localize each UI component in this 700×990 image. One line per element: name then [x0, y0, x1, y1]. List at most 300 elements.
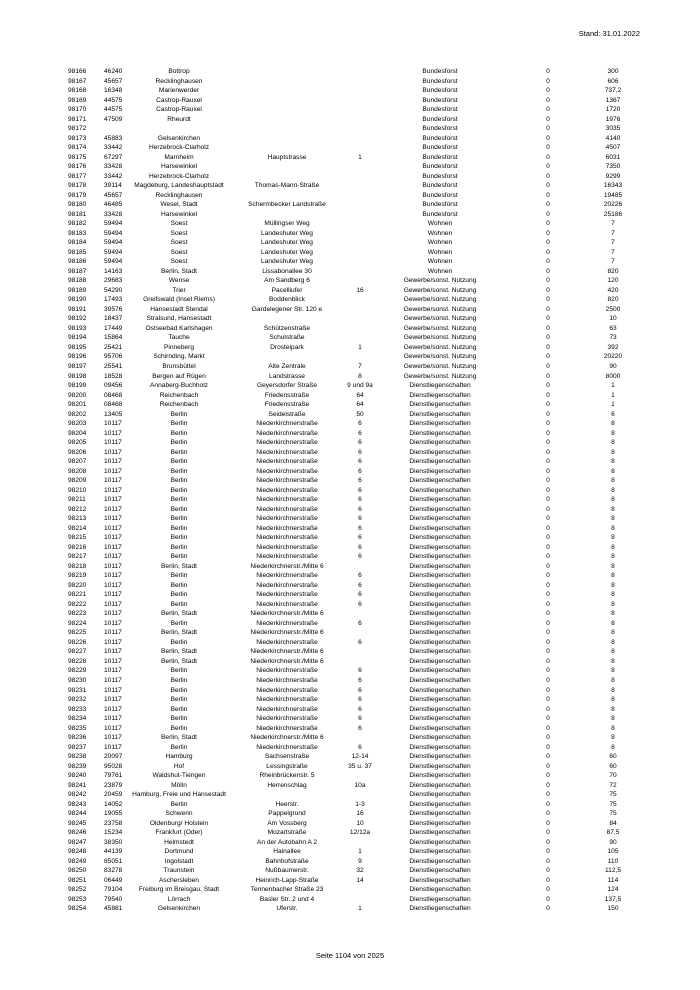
count-value-cell: 0	[546, 134, 550, 142]
count-value-cell: 0	[546, 715, 550, 723]
count-value-cell: 0	[546, 248, 550, 256]
table-row	[0, 134, 700, 144]
count-value-cell: 0	[546, 229, 550, 237]
house-number-cell: 6	[358, 667, 362, 675]
house-number-cell: 6	[358, 677, 362, 684]
table-row	[0, 866, 700, 876]
usage-type-cell: Dienstliegenschaften	[409, 895, 471, 903]
usage-type-cell: Dienstliegenschaften	[409, 477, 471, 485]
usage-type-cell: Dienstliegenschaften	[409, 591, 471, 599]
city-cell: Gelsenkirchen	[157, 134, 201, 142]
street-cell: Niederkirchnerstraße	[256, 677, 318, 684]
city-cell: Soest	[170, 248, 188, 256]
city-cell: Schirnding, Markt	[153, 353, 205, 361]
postal-code-cell: 59494	[104, 258, 123, 266]
usage-type-cell: Gewerbe/sonst. Nutzung	[403, 324, 477, 332]
city-cell: Berlin	[170, 477, 188, 485]
table-row	[0, 847, 700, 857]
row-id-cell: 98173	[68, 134, 87, 142]
postal-code-cell: 10117	[104, 448, 122, 456]
street-cell: Drosteipark	[270, 343, 304, 351]
city-cell: Helmstedt	[164, 838, 194, 846]
table-row	[0, 200, 700, 210]
city-cell: Berlin, Stadt	[161, 629, 197, 637]
table-row	[0, 676, 700, 686]
usage-type-cell: Bundesforst	[422, 134, 458, 142]
count-value-cell: 0	[546, 220, 550, 228]
postal-code-cell: 10117	[104, 724, 122, 732]
count-value-cell: 0	[546, 439, 550, 447]
street-cell: Niederkirchnerstraße	[256, 420, 318, 428]
street-cell: Niederkirchnerstraße	[256, 715, 318, 723]
city-cell: Trier	[172, 286, 186, 294]
area-value-cell: 392	[607, 343, 619, 351]
table-row	[0, 343, 700, 353]
area-value-cell: 8	[611, 677, 615, 684]
postal-code-cell: 10117	[104, 486, 122, 494]
row-id-cell: 98238	[68, 753, 87, 761]
count-value-cell: 0	[546, 324, 550, 332]
area-value-cell: 8	[611, 429, 615, 437]
postal-code-cell: 10117	[104, 581, 122, 589]
usage-type-cell: Dienstliegenschaften	[409, 905, 471, 913]
street-cell: Niederkirchnerstraße	[256, 439, 318, 447]
count-value-cell: 0	[546, 895, 550, 903]
street-cell: Niederkirchnerstr./Mitte 6	[250, 734, 324, 742]
row-id-cell: 98248	[68, 848, 87, 856]
area-value-cell: 8	[611, 696, 615, 704]
usage-type-cell: Bundesforst	[422, 210, 458, 218]
row-id-cell: 98201	[68, 401, 87, 409]
postal-code-cell: 10117	[104, 543, 122, 551]
count-value-cell: 0	[546, 619, 550, 627]
area-value-cell: 10	[609, 315, 617, 323]
count-value-cell: 0	[546, 77, 550, 85]
table-row	[0, 314, 700, 324]
postal-code-cell: 08468	[104, 391, 123, 399]
row-id-cell: 98167	[68, 77, 87, 85]
house-number-cell: 35 u. 37	[348, 762, 372, 770]
usage-type-cell: Bundesforst	[422, 96, 458, 104]
row-id-cell: 98216	[68, 543, 87, 551]
area-value-cell: 8	[611, 667, 615, 675]
area-value-cell: 8	[611, 553, 615, 561]
city-cell: Berlin	[170, 553, 188, 561]
table-row	[0, 448, 700, 458]
row-id-cell: 98184	[68, 239, 87, 247]
usage-type-cell: Dienstliegenschaften	[409, 838, 471, 846]
postal-code-cell: 10117	[104, 743, 122, 751]
table-row	[0, 362, 700, 372]
city-cell: Schwerin	[165, 810, 193, 818]
page-number: Seite 1104 von 2025	[315, 951, 385, 960]
usage-type-cell: Wohnen	[427, 267, 453, 275]
count-value-cell: 0	[546, 515, 550, 523]
postal-code-cell: 79540	[104, 895, 123, 903]
street-cell: Nußbaumerstr.	[265, 867, 309, 875]
table-row	[0, 800, 700, 810]
street-cell: Niederkirchnerstraße	[256, 553, 318, 561]
usage-type-cell: Dienstliegenschaften	[409, 410, 471, 418]
area-value-cell: 1976	[605, 115, 621, 123]
city-cell: Marienwerder	[158, 87, 200, 95]
row-id-cell: 98228	[68, 657, 87, 665]
table-row	[0, 733, 700, 743]
table-row	[0, 524, 700, 534]
count-value-cell: 0	[546, 677, 550, 684]
usage-type-cell: Bundesforst	[422, 115, 458, 123]
postal-code-cell: 17449	[104, 324, 123, 332]
count-value-cell: 0	[546, 467, 550, 475]
street-cell: Niederkirchnerstraße	[256, 591, 318, 599]
area-value-cell: 20220	[603, 353, 623, 361]
area-value-cell: 8	[611, 705, 615, 713]
count-value-cell: 0	[546, 610, 550, 618]
area-value-cell: 1	[611, 401, 615, 409]
postal-code-cell: 10117	[104, 429, 122, 437]
count-value-cell: 0	[546, 867, 550, 875]
count-value-cell: 0	[546, 905, 550, 913]
usage-type-cell: Gewerbe/sonst. Nutzung	[403, 334, 477, 342]
row-id-cell: 98176	[68, 163, 87, 171]
street-cell: Niederkirchnerstraße	[256, 724, 318, 732]
city-cell: Castrop-Rauxel	[156, 106, 202, 114]
postal-code-cell: 10117	[104, 534, 122, 542]
postal-code-cell: 45881	[104, 905, 123, 913]
street-cell: Heinrich-Lapp-Straße	[255, 876, 319, 884]
postal-code-cell: 18528	[104, 372, 123, 380]
postal-code-cell: 16348	[104, 87, 123, 95]
row-id-cell: 98222	[68, 600, 87, 608]
table-row	[0, 467, 700, 477]
postal-code-cell: 10117	[104, 420, 122, 428]
table-row	[0, 77, 700, 87]
area-value-cell: 20226	[603, 201, 623, 209]
street-cell: Niederkirchnerstraße	[256, 486, 318, 494]
area-value-cell: 8	[611, 448, 615, 456]
postal-code-cell: 79104	[104, 886, 123, 894]
table-row	[0, 486, 700, 496]
house-number-cell: 8	[358, 372, 362, 380]
count-value-cell: 0	[546, 353, 550, 361]
table-row	[0, 419, 700, 429]
street-cell: Tennenbacher Straße 23	[250, 886, 324, 894]
house-number-cell: 6	[358, 743, 362, 751]
postal-code-cell: 33442	[104, 144, 123, 152]
postal-code-cell: 44575	[104, 96, 123, 104]
city-cell: Berlin	[170, 581, 188, 589]
area-value-cell: 8	[611, 734, 615, 742]
city-cell: Berlin	[170, 677, 188, 684]
postal-code-cell: 10117	[104, 439, 122, 447]
count-value-cell: 0	[546, 772, 550, 780]
street-cell: Thomas-Mann-Straße	[254, 182, 320, 190]
street-cell: Landeshuter Weg	[261, 239, 313, 247]
usage-type-cell: Dienstliegenschaften	[409, 800, 471, 808]
house-number-cell: 6	[358, 496, 362, 504]
count-value-cell: 0	[546, 696, 550, 704]
count-value-cell: 0	[546, 734, 550, 742]
postal-code-cell: 13405	[104, 410, 123, 418]
postal-code-cell: 15864	[104, 334, 123, 342]
usage-type-cell: Dienstliegenschaften	[409, 534, 471, 542]
street-cell: Herrenschlag	[267, 781, 307, 789]
usage-type-cell: Bundesforst	[422, 191, 458, 199]
city-cell: Berlin	[170, 600, 188, 608]
city-cell: Berlin	[170, 543, 188, 551]
row-id-cell: 98198	[68, 372, 87, 380]
street-cell: Hainallee	[273, 848, 301, 856]
usage-type-cell: Gewerbe/sonst. Nutzung	[403, 372, 477, 380]
area-value-cell: 8	[611, 543, 615, 551]
area-value-cell: 90	[609, 362, 617, 370]
city-cell: Berlin	[170, 715, 188, 723]
table-row	[0, 600, 700, 610]
table-row	[0, 191, 700, 201]
count-value-cell: 0	[546, 210, 550, 218]
count-value-cell: 0	[546, 543, 550, 551]
area-value-cell: 25186	[603, 210, 623, 218]
table-row	[0, 286, 700, 296]
house-number-cell: 50	[356, 410, 364, 418]
usage-type-cell: Dienstliegenschaften	[409, 743, 471, 751]
count-value-cell: 0	[546, 201, 550, 209]
count-value-cell: 0	[546, 572, 550, 580]
area-value-cell: 6031	[605, 153, 621, 161]
count-value-cell: 0	[546, 810, 550, 818]
row-id-cell: 98239	[68, 762, 87, 770]
house-number-cell: 1	[358, 153, 362, 161]
street-cell: Niederkirchnerstraße	[256, 600, 318, 608]
postal-code-cell: 47509	[104, 115, 123, 123]
city-cell: Greifswald (Insel Riems)	[143, 296, 215, 304]
street-cell: Am Sandberg 6	[264, 277, 310, 285]
usage-type-cell: Dienstliegenschaften	[409, 458, 471, 466]
row-id-cell: 98200	[68, 391, 87, 399]
street-cell: Am Vossberg	[267, 819, 307, 827]
area-value-cell: 70	[609, 772, 617, 780]
city-cell: Annaberg-Buchholz	[150, 382, 208, 390]
house-number-cell: 16	[356, 286, 364, 294]
usage-type-cell: Dienstliegenschaften	[409, 391, 471, 399]
usage-type-cell: Wohnen	[427, 220, 453, 228]
row-id-cell: 98252	[68, 886, 87, 894]
count-value-cell: 0	[546, 886, 550, 894]
postal-code-cell: 17493	[104, 296, 123, 304]
city-cell: Soest	[170, 239, 188, 247]
house-number-cell: 64	[356, 401, 364, 409]
count-value-cell: 0	[546, 686, 550, 694]
usage-type-cell: Dienstliegenschaften	[409, 382, 471, 390]
usage-type-cell: Dienstliegenschaften	[409, 876, 471, 884]
table-row	[0, 828, 700, 838]
property-table	[0, 67, 700, 914]
street-cell: Niederkirchnerstraße	[256, 467, 318, 475]
count-value-cell: 0	[546, 401, 550, 409]
usage-type-cell: Dienstliegenschaften	[409, 401, 471, 409]
table-row	[0, 96, 700, 106]
table-row	[0, 590, 700, 600]
area-value-cell: 8	[611, 534, 615, 542]
count-value-cell: 0	[546, 524, 550, 532]
house-number-cell: 6	[358, 705, 362, 713]
house-number-cell: 6	[358, 515, 362, 523]
street-cell: Schulstraße	[269, 334, 305, 342]
house-number-cell: 6	[358, 600, 362, 608]
usage-type-cell: Dienstliegenschaften	[409, 420, 471, 428]
row-id-cell: 98240	[68, 772, 87, 780]
row-id-cell: 98185	[68, 248, 87, 256]
usage-type-cell: Bundesforst	[422, 125, 458, 133]
city-cell: Hamburg, Freie und Hansestadt	[132, 791, 226, 799]
postal-code-cell: 20459	[104, 791, 123, 799]
area-value-cell: 8	[611, 467, 615, 475]
count-value-cell: 0	[546, 267, 550, 275]
count-value-cell: 0	[546, 163, 550, 171]
usage-type-cell: Dienstliegenschaften	[409, 524, 471, 532]
postal-code-cell: 10117	[104, 496, 122, 504]
area-value-cell: 7	[611, 220, 615, 228]
house-number-cell: 6	[358, 591, 362, 599]
usage-type-cell: Gewerbe/sonst. Nutzung	[403, 277, 477, 285]
street-cell: Landeshuter Weg	[261, 258, 313, 266]
area-value-cell: 3035	[605, 125, 621, 133]
city-cell: Herzebrock-Clarholz	[148, 144, 210, 152]
count-value-cell: 0	[546, 477, 550, 485]
table-row	[0, 543, 700, 553]
row-id-cell: 98246	[68, 829, 87, 837]
postal-code-cell: 45657	[104, 191, 123, 199]
row-id-cell: 98207	[68, 458, 87, 466]
city-cell: Mölln	[171, 781, 187, 789]
house-number-cell: 9 und 9a	[347, 382, 373, 390]
area-value-cell: 73	[609, 334, 617, 342]
house-number-cell: 6	[358, 486, 362, 494]
postal-code-cell: 95028	[104, 762, 123, 770]
usage-type-cell: Dienstliegenschaften	[409, 610, 471, 618]
postal-code-cell: 23758	[104, 819, 123, 827]
row-id-cell: 98194	[68, 334, 87, 342]
row-id-cell: 98190	[68, 296, 87, 304]
postal-code-cell: 59494	[104, 248, 123, 256]
street-cell: Niederkirchnerstr./Mitte 6	[250, 629, 324, 637]
count-value-cell: 0	[546, 391, 550, 399]
table-row	[0, 790, 700, 800]
postal-code-cell: 39114	[104, 182, 122, 190]
area-value-cell: 8	[611, 505, 615, 513]
table-row	[0, 162, 700, 172]
count-value-cell: 0	[546, 420, 550, 428]
postal-code-cell: 10117	[104, 477, 122, 485]
street-cell: Niederkirchnerstraße	[256, 515, 318, 523]
postal-code-cell: 45657	[104, 77, 123, 85]
row-id-cell: 98178	[68, 182, 87, 190]
area-value-cell: 8	[611, 496, 615, 504]
postal-code-cell: 29683	[104, 277, 123, 285]
postal-code-cell: 10117	[104, 648, 122, 656]
usage-type-cell: Dienstliegenschaften	[409, 600, 471, 608]
count-value-cell: 0	[546, 343, 550, 351]
row-id-cell: 98241	[68, 781, 87, 789]
table-row	[0, 762, 700, 772]
house-number-cell: 6	[358, 505, 362, 513]
city-cell: Traunstein	[163, 867, 195, 875]
city-cell: Harsewinkel	[161, 163, 197, 171]
postal-code-cell: 18437	[104, 315, 123, 323]
usage-type-cell: Gewerbe/sonst. Nutzung	[403, 286, 477, 294]
postal-code-cell: 44139	[104, 848, 123, 856]
area-value-cell: 6	[611, 410, 615, 418]
house-number-cell: 1	[358, 848, 362, 856]
count-value-cell: 0	[546, 829, 550, 837]
count-value-cell: 0	[546, 382, 550, 390]
count-value-cell: 0	[546, 705, 550, 713]
area-value-cell: 8	[611, 439, 615, 447]
street-cell: Niederkirchnerstr./Mitte 6	[250, 610, 324, 618]
city-cell: Soest	[170, 229, 188, 237]
street-cell: Niederkirchnerstraße	[256, 496, 318, 504]
area-value-cell: 19485	[603, 191, 623, 199]
postal-code-cell: 10117	[104, 458, 122, 466]
postal-code-cell: 33428	[104, 163, 123, 171]
usage-type-cell: Dienstliegenschaften	[409, 543, 471, 551]
count-value-cell: 0	[546, 410, 550, 418]
postal-code-cell: 59494	[104, 220, 123, 228]
city-cell: Berlin	[170, 467, 188, 475]
city-cell: Hof	[173, 762, 185, 770]
street-cell: Niederkirchnerstraße	[256, 505, 318, 513]
house-number-cell: 1-3	[355, 800, 365, 808]
table-row	[0, 429, 700, 439]
count-value-cell: 0	[546, 629, 550, 637]
city-cell: Recklinghausen	[155, 77, 203, 85]
city-cell: Berlin	[170, 429, 188, 437]
area-value-cell: 75	[609, 800, 617, 808]
area-value-cell: 8	[611, 629, 615, 637]
table-row	[0, 495, 700, 505]
street-cell: Niederkirchnerstraße	[256, 524, 318, 532]
row-id-cell: 98226	[68, 638, 87, 646]
area-value-cell: 75	[609, 791, 617, 799]
row-id-cell: 98215	[68, 534, 87, 542]
postal-code-cell: 10117	[104, 553, 122, 561]
usage-type-cell: Dienstliegenschaften	[409, 705, 471, 713]
street-cell: Lessingstraße	[266, 762, 308, 770]
city-cell: Berlin	[170, 439, 188, 447]
city-cell: Gelsenkirchen	[157, 905, 201, 913]
row-id-cell: 98181	[68, 210, 87, 218]
street-cell: Basler Str. 2 und 4	[259, 895, 315, 903]
row-id-cell: 98244	[68, 810, 87, 818]
street-cell: Niederkirchnerstraße	[256, 705, 318, 713]
count-value-cell: 0	[546, 762, 550, 770]
count-value-cell: 0	[546, 87, 550, 95]
table-row	[0, 819, 700, 829]
area-value-cell: 120	[607, 277, 619, 285]
count-value-cell: 0	[546, 68, 550, 75]
postal-code-cell: 10117	[104, 524, 122, 532]
count-value-cell: 0	[546, 781, 550, 789]
street-cell: Niederkirchnerstraße	[256, 667, 318, 675]
postal-code-cell: 25421	[104, 343, 123, 351]
count-value-cell: 0	[546, 172, 550, 180]
postal-code-cell: 19055	[104, 810, 123, 818]
count-value-cell: 0	[546, 448, 550, 456]
area-value-cell: 72	[609, 781, 617, 789]
usage-type-cell: Wohnen	[427, 258, 453, 266]
postal-code-cell: 46240	[104, 68, 123, 75]
usage-type-cell: Dienstliegenschaften	[409, 867, 471, 875]
